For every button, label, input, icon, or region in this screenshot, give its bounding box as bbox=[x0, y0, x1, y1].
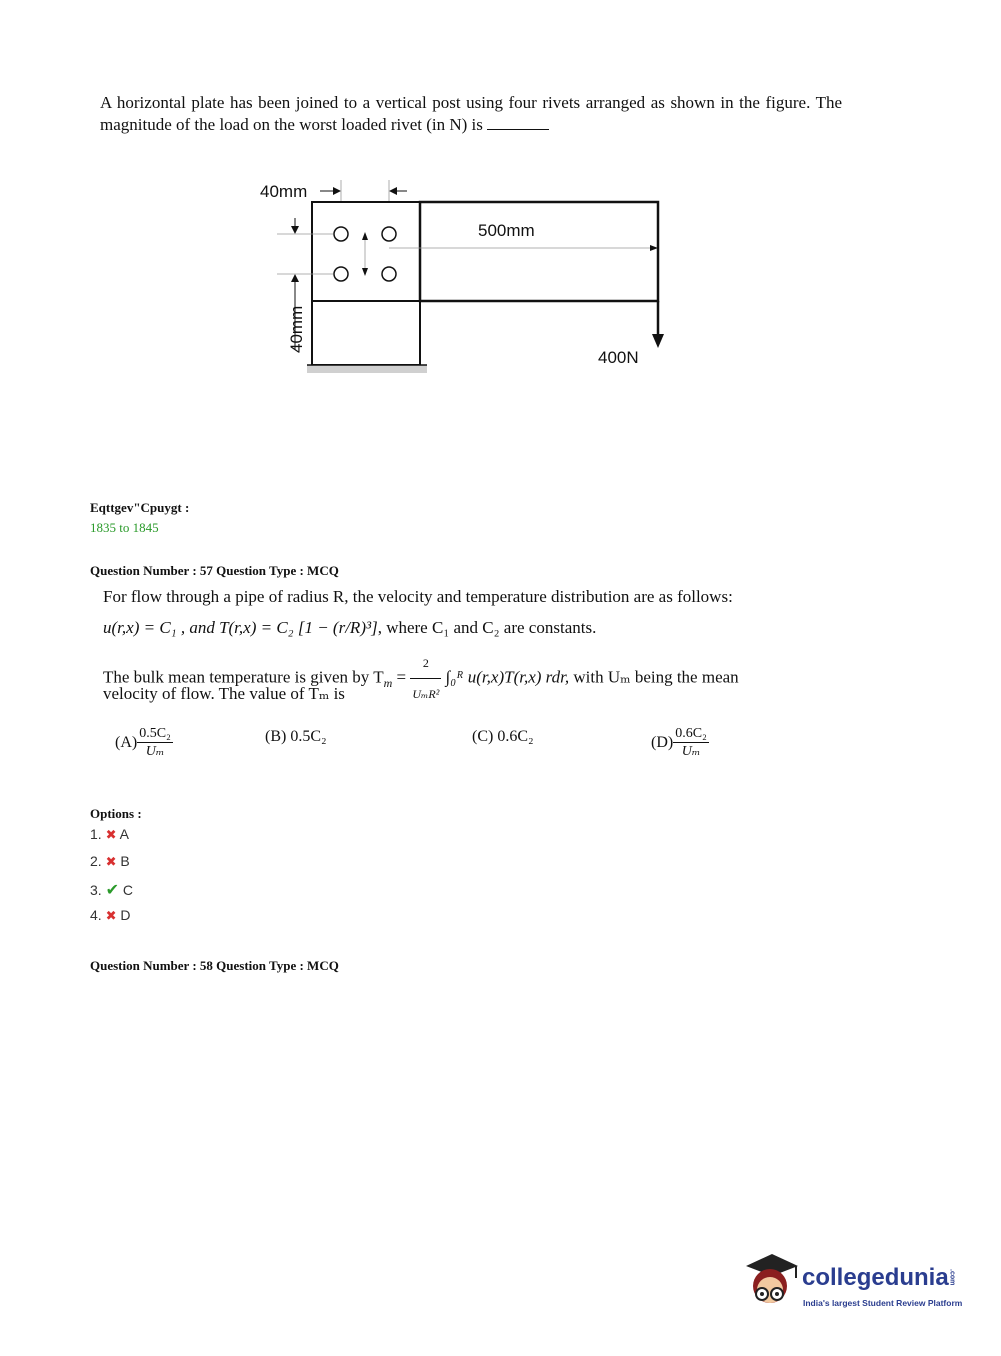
options-label: Options : bbox=[90, 806, 142, 821]
fig-label-top: 40mm bbox=[260, 182, 308, 201]
option-row: 3. ✔ C bbox=[90, 882, 133, 899]
option-row: 1. ✖ A bbox=[90, 826, 129, 842]
rivet bbox=[334, 227, 348, 241]
rivet-figure bbox=[255, 170, 675, 385]
answer-key-label: Eqttgev"Cpuygt : bbox=[90, 500, 190, 515]
cross-icon: ✖ bbox=[105, 827, 117, 842]
choice-d: (D) $\frac{\text{0.6C₂}}{\text{Uₘ}}$ bbox=[651, 726, 707, 759]
q57-line3: The bulk mean temperature is given by $T_m$ = $\frac{2}{\text{UₘR²}}$ ∫₀ᴿ u(r,x)T(r,x) rdr, with Uₘ being the mean bbox=[103, 648, 843, 709]
answer-key-value: 1835 to 1845 bbox=[90, 520, 159, 535]
choice-c: (C) 0.6C₂ bbox=[472, 728, 534, 745]
cross-icon: ✖ bbox=[105, 854, 117, 869]
fig-label-side: 40mm bbox=[287, 305, 306, 353]
q57-line3-sub: m bbox=[383, 675, 393, 690]
q57-integral: ∫₀ᴿ u(r,x)T(r,x) rdr, bbox=[445, 667, 570, 687]
option-row: 2. ✖ B bbox=[90, 853, 130, 869]
rivet bbox=[334, 267, 348, 281]
question-57-header: Question Number : 57 Question Type : MCQ bbox=[90, 563, 339, 578]
options-list bbox=[90, 826, 133, 934]
answer-blank bbox=[487, 115, 549, 130]
q57-line3-tail: with Uₘ being the mean bbox=[573, 667, 739, 687]
fig-label-length: 500mm bbox=[478, 221, 535, 240]
q57-line3-head: The bulk mean temperature is given by T bbox=[103, 667, 384, 687]
q57-line2-tail: , where C₁ and C₂ are constants. bbox=[377, 618, 597, 637]
rivet bbox=[382, 267, 396, 281]
cross-icon: ✖ bbox=[105, 908, 117, 923]
choice-b: (B) 0.5C₂ bbox=[265, 728, 327, 745]
question-58-header: Question Number : 58 Question Type : MCQ bbox=[90, 958, 339, 973]
q57-line2-eq: u(r,x) = C₁ , and T(r,x) = C₂ [1 − (r/R)³] bbox=[103, 618, 378, 637]
option-row: 4. ✖ D bbox=[90, 907, 131, 923]
q57-line4: velocity of flow. The value of Tₘ is bbox=[103, 684, 345, 703]
brand-name: collegedunia.com bbox=[802, 1264, 956, 1291]
q57-line2 bbox=[103, 618, 843, 638]
brand-tagline: India's largest Student Review Platform bbox=[803, 1298, 963, 1308]
q57-fraction: $\frac{2}{\text{UₘR²}}$ bbox=[410, 648, 441, 709]
rivet bbox=[382, 227, 396, 241]
question-56-text: A horizontal plate has been joined to a vertical post using four rivets arranged as shown in the figure. The magnitude of the load on the worst loaded rivet (in N) is bbox=[100, 93, 842, 134]
brand-logo bbox=[742, 1250, 972, 1320]
fig-label-load: 400N bbox=[598, 348, 639, 367]
choice-a: (A) $\frac{\text{0.5C₂}}{\text{Uₘ}}$ bbox=[115, 726, 171, 759]
q57-line1: For flow through a pipe of radius R, the velocity and temperature distribution are as follows: bbox=[103, 587, 733, 606]
mascot-icon bbox=[742, 1250, 802, 1320]
check-icon: ✔ bbox=[105, 882, 119, 899]
